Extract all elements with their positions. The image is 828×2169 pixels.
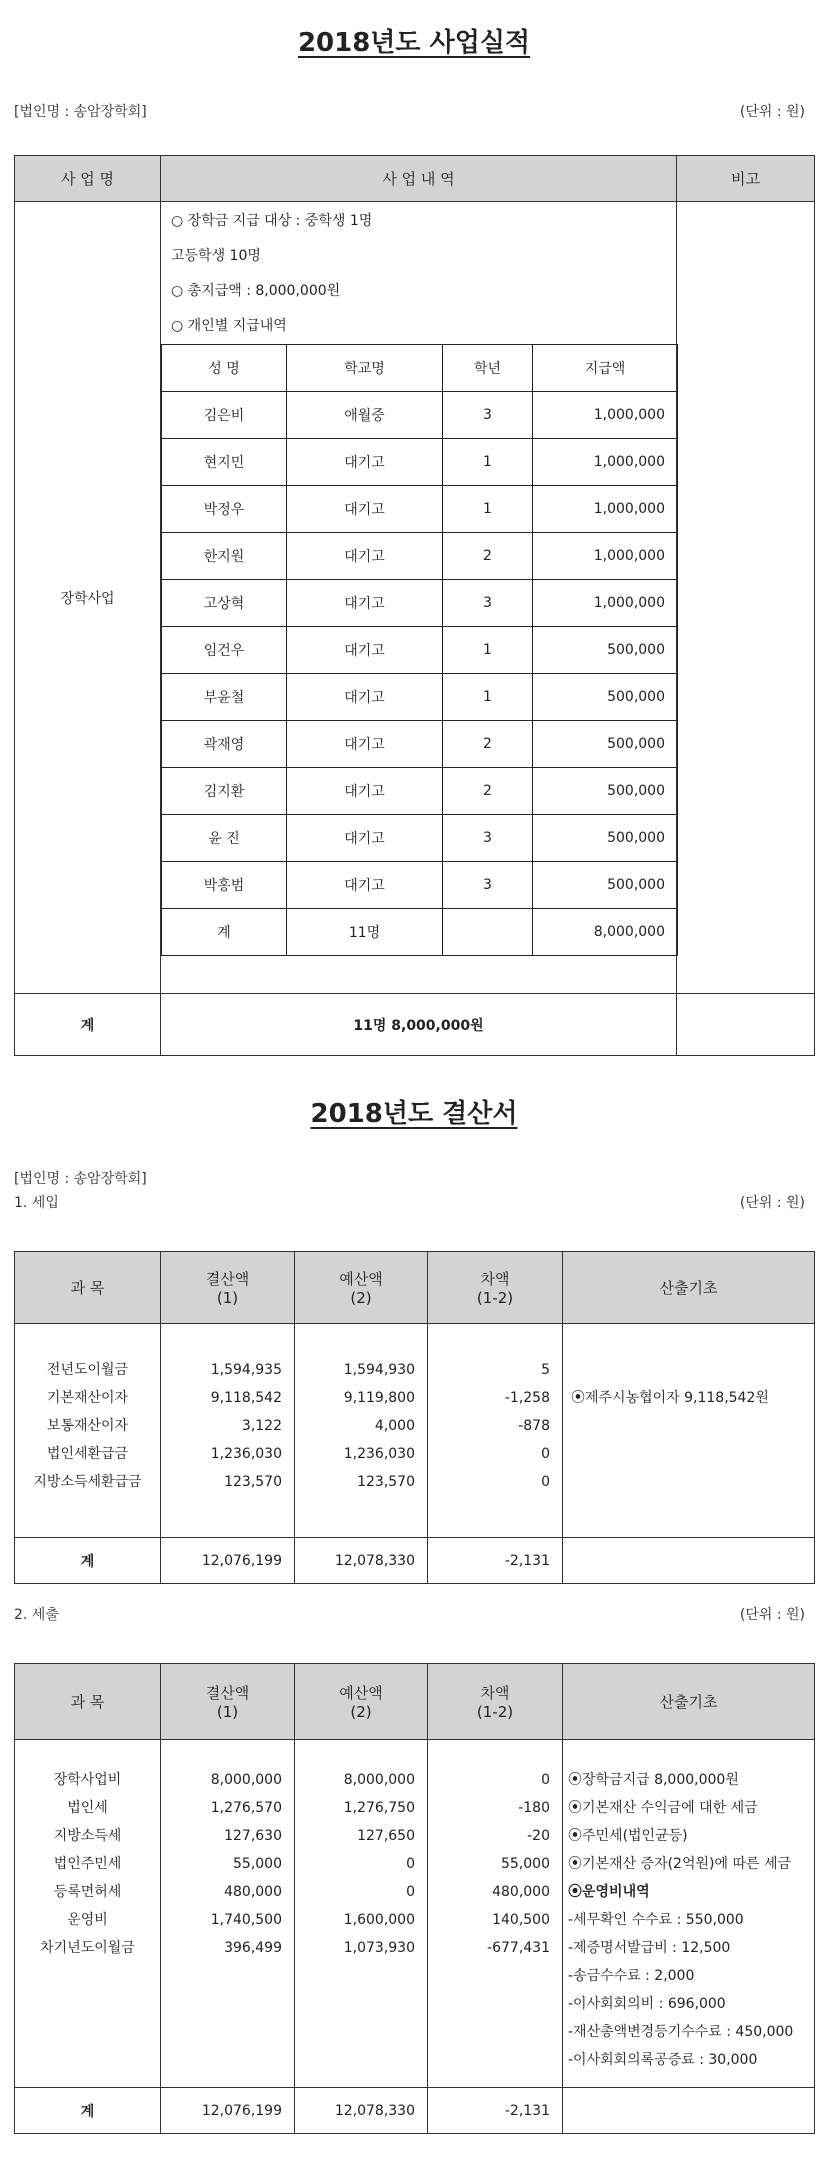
list-item: 9,118,542 [210, 1390, 282, 1406]
income-table [14, 1251, 815, 1584]
table-row [162, 721, 678, 768]
cell-grade: 3 [443, 862, 533, 909]
header-budget-label: 예산액 [339, 1684, 383, 1702]
cell-amount: 1,000,000 [533, 580, 678, 627]
list-item: 123,570 [224, 1474, 282, 1490]
cell-grade: 1 [443, 486, 533, 533]
cell-school: 대기고 [287, 721, 443, 768]
list-item: 전년도이월금 [46, 1362, 129, 1378]
header-actual-label: 결산액 [205, 1270, 250, 1288]
list-item: 5 [541, 1362, 550, 1378]
list-item: 140,500 [492, 1912, 550, 1928]
list-item: ⦿기본재산 증자(2억원)에 따른 세금 [568, 1856, 791, 1872]
settlement-title: 2018년도 결산서 [310, 1099, 518, 1129]
income-total-basis [563, 1538, 815, 1584]
income-basis [563, 1324, 815, 1538]
cell-amount: 500,000 [533, 721, 678, 768]
cell-grade: 1 [443, 627, 533, 674]
list-item: 8,000,000 [210, 1772, 282, 1788]
expense-budget [295, 1740, 428, 2088]
section-expense-label: 2. 세출 [14, 1607, 59, 1623]
col-amount: 지급액 [533, 345, 678, 392]
section-income-label: 1. 세입 [14, 1195, 59, 1211]
list-item: 차기년도이월금 [40, 1940, 135, 1956]
list-item: 0 [541, 1772, 550, 1788]
cell-name: 한지원 [162, 533, 287, 580]
list-item: 4,000 [374, 1418, 415, 1434]
list-item: 1,276,570 [210, 1800, 282, 1816]
cell-name: 윤 진 [162, 815, 287, 862]
expense-header-actual [161, 1664, 295, 1740]
header-actual-sub: (1) [216, 1289, 239, 1307]
list-item: 보통재산이자 [46, 1418, 129, 1434]
cell-name: 고상혁 [162, 580, 287, 627]
cell-school: 대기고 [287, 533, 443, 580]
list-item: -재산총액변경등기수수료 : 450,000 [568, 2024, 794, 2040]
list-item: 1,236,030 [343, 1446, 415, 1462]
list-item: ⦿기본재산 수익금에 대한 세금 [568, 1800, 758, 1816]
header-actual-sub: (1) [216, 1703, 239, 1721]
list-item: -677,431 [487, 1940, 550, 1956]
list-item: 법인주민세 [53, 1856, 122, 1872]
inner-total-count: 11명 [287, 909, 443, 956]
expense-table [14, 1663, 815, 2134]
cell-school: 대기고 [287, 627, 443, 674]
cell-grade: 3 [443, 815, 533, 862]
list-item: 0 [406, 1884, 415, 1900]
cell-school: 대기고 [287, 486, 443, 533]
business-detail-cell [161, 202, 677, 994]
detail-highschool: 고등학생 10명 [171, 248, 261, 264]
list-item: 127,630 [224, 1828, 282, 1844]
list-item: ⦿제주시농협이자 9,118,542원 [571, 1390, 769, 1406]
cell-name: 박정우 [162, 486, 287, 533]
list-item: ⦿주민세(법인균등) [568, 1828, 688, 1844]
list-item: 480,000 [224, 1884, 282, 1900]
header-business-name: 사 업 명 [15, 156, 161, 202]
expense-total-diff: -2,131 [428, 2088, 563, 2134]
category-scholarship: 장학사업 [15, 202, 161, 994]
individual-payments-table [161, 344, 678, 956]
total-remarks [677, 994, 815, 1056]
table-row [162, 674, 678, 721]
income-header-diff [428, 1252, 563, 1324]
list-item: -제증명서발급비 : 12,500 [568, 1940, 731, 1956]
table-row [162, 439, 678, 486]
header-diff-sub: (1-2) [476, 1289, 514, 1307]
header-diff-sub: (1-2) [476, 1703, 514, 1721]
cell-grade: 2 [443, 768, 533, 815]
cell-grade: 3 [443, 580, 533, 627]
list-item: 1,236,030 [210, 1446, 282, 1462]
income-actual [161, 1324, 295, 1538]
table-row [162, 392, 678, 439]
header-budget-sub: (2) [350, 1289, 372, 1307]
list-item: 127,650 [357, 1828, 415, 1844]
header-diff-label: 차액 [480, 1270, 510, 1288]
cell-amount: 1,000,000 [533, 486, 678, 533]
performance-title: 2018년도 사업실적 [297, 28, 531, 58]
list-item: -세무확인 수수료 : 550,000 [568, 1912, 744, 1928]
inner-total-label: 계 [162, 909, 287, 956]
list-item: 법인세 [67, 1800, 108, 1816]
cell-name: 김지환 [162, 768, 287, 815]
header-budget-label: 예산액 [339, 1270, 383, 1288]
settlement-org-name: [법인명 : 송암장학회] [14, 1171, 147, 1187]
expense-diff [428, 1740, 563, 2088]
cell-amount: 500,000 [533, 627, 678, 674]
cell-name: 곽재영 [162, 721, 287, 768]
table-row [162, 815, 678, 862]
total-label: 계 [15, 994, 161, 1056]
income-header-budget [295, 1252, 428, 1324]
list-item: 0 [541, 1474, 550, 1490]
header-actual-label: 결산액 [205, 1684, 250, 1702]
list-item: 0 [541, 1446, 550, 1462]
income-header-actual [161, 1252, 295, 1324]
expense-actual [161, 1740, 295, 2088]
cell-school: 대기고 [287, 439, 443, 486]
header-budget-sub: (2) [350, 1703, 372, 1721]
expense-unit-label: (단위 : 원) [739, 1607, 805, 1623]
list-item: 1,073,930 [343, 1940, 415, 1956]
cell-grade: 2 [443, 721, 533, 768]
header-diff-label: 차액 [480, 1684, 510, 1702]
cell-name: 현지민 [162, 439, 287, 486]
table-row [162, 627, 678, 674]
cell-amount: 1,000,000 [533, 533, 678, 580]
list-item: 3,122 [241, 1418, 282, 1434]
list-item: -이사회회의비 : 696,000 [568, 1996, 726, 2012]
list-item: 0 [406, 1856, 415, 1872]
income-budget [295, 1324, 428, 1538]
income-total-diff: -2,131 [428, 1538, 563, 1584]
expense-total-budget: 12,078,330 [295, 2088, 428, 2134]
list-item: 1,276,750 [343, 1800, 415, 1816]
list-item: 8,000,000 [343, 1772, 415, 1788]
cell-grade: 3 [443, 392, 533, 439]
list-item: 1,740,500 [210, 1912, 282, 1928]
income-diff [428, 1324, 563, 1538]
list-item: 55,000 [501, 1856, 550, 1872]
expense-total-basis [563, 2088, 815, 2134]
income-unit-label: (단위 : 원) [739, 1195, 805, 1211]
table-row [162, 533, 678, 580]
header-remarks: 비고 [677, 156, 815, 202]
list-item: 1,594,935 [210, 1362, 282, 1378]
list-item: 등록면허세 [53, 1884, 122, 1900]
col-name: 성 명 [162, 345, 287, 392]
income-total-label: 계 [15, 1538, 161, 1584]
cell-name: 김은비 [162, 392, 287, 439]
inner-total-row [162, 909, 678, 956]
cell-name: 박홍범 [162, 862, 287, 909]
expense-header-diff [428, 1664, 563, 1740]
cell-school: 대기고 [287, 862, 443, 909]
cell-school: 대기고 [287, 815, 443, 862]
list-item: 9,119,800 [343, 1390, 415, 1406]
cell-school: 대기고 [287, 674, 443, 721]
list-item: 396,499 [224, 1940, 282, 1956]
cell-school: 대기고 [287, 768, 443, 815]
list-item: 장학사업비 [53, 1772, 122, 1788]
expense-header-subject: 과 목 [15, 1664, 161, 1740]
cell-name: 임건우 [162, 627, 287, 674]
cell-amount: 500,000 [533, 862, 678, 909]
cell-school: 애월중 [287, 392, 443, 439]
detail-individual: ○ 개인별 지급내역 [171, 318, 287, 334]
list-item: 기본재산이자 [46, 1390, 129, 1406]
list-item: -20 [527, 1828, 550, 1844]
list-item: ⦿장학금지급 8,000,000원 [568, 1772, 739, 1788]
detail-target: ○ 장학금 지급 대상 : 중학생 1명 [171, 213, 373, 229]
list-item: 1,594,930 [343, 1362, 415, 1378]
cell-amount: 1,000,000 [533, 392, 678, 439]
table-row [162, 768, 678, 815]
list-item: 480,000 [492, 1884, 550, 1900]
cell-grade: 1 [443, 674, 533, 721]
expense-subjects [15, 1740, 161, 2088]
income-total-actual: 12,076,199 [161, 1538, 295, 1584]
table-row [162, 486, 678, 533]
list-item: 123,570 [357, 1474, 415, 1490]
remarks-cell [677, 202, 815, 994]
cell-grade: 2 [443, 533, 533, 580]
list-item: -이사회회의록공증료 : 30,000 [568, 2052, 758, 2068]
list-item: -180 [518, 1800, 550, 1816]
inner-total-amount: 8,000,000 [533, 909, 678, 956]
header-business-detail: 사 업 내 역 [161, 156, 677, 202]
expense-basis [563, 1740, 815, 2088]
list-item: ⦿운영비내역 [568, 1884, 650, 1900]
table-row [162, 862, 678, 909]
list-item [571, 1356, 814, 1384]
expense-header-budget [295, 1664, 428, 1740]
list-item: 운영비 [67, 1912, 108, 1928]
list-item: 1,600,000 [343, 1912, 415, 1928]
cell-amount: 1,000,000 [533, 439, 678, 486]
cell-name: 부윤철 [162, 674, 287, 721]
list-item: -878 [518, 1418, 550, 1434]
unit-label: (단위 : 원) [739, 104, 805, 120]
list-item: 55,000 [233, 1856, 282, 1872]
col-grade: 학년 [443, 345, 533, 392]
org-name: [법인명 : 송암장학회] [14, 104, 147, 120]
cell-grade: 1 [443, 439, 533, 486]
expense-total-label: 계 [15, 2088, 161, 2134]
detail-total-amount: ○ 총지급액 : 8,000,000원 [171, 283, 341, 299]
performance-table [14, 155, 815, 1056]
income-header-basis: 산출기초 [563, 1252, 815, 1324]
list-item: 법인세환급금 [46, 1446, 129, 1462]
income-header-subject: 과 목 [15, 1252, 161, 1324]
cell-amount: 500,000 [533, 674, 678, 721]
cell-amount: 500,000 [533, 815, 678, 862]
col-school: 학교명 [287, 345, 443, 392]
expense-header-basis: 산출기초 [563, 1664, 815, 1740]
list-item: 지방소득세 [53, 1828, 122, 1844]
list-item: -1,258 [504, 1390, 550, 1406]
list-item: 지방소득세환급금 [33, 1474, 142, 1490]
income-total-budget: 12,078,330 [295, 1538, 428, 1584]
income-subjects [15, 1324, 161, 1538]
cell-amount: 500,000 [533, 768, 678, 815]
table-row [162, 580, 678, 627]
list-item: -송금수수료 : 2,000 [568, 1968, 695, 1984]
inner-total-grade [443, 909, 533, 956]
total-value: 11명 8,000,000원 [161, 994, 677, 1056]
expense-total-actual: 12,076,199 [161, 2088, 295, 2134]
cell-school: 대기고 [287, 580, 443, 627]
